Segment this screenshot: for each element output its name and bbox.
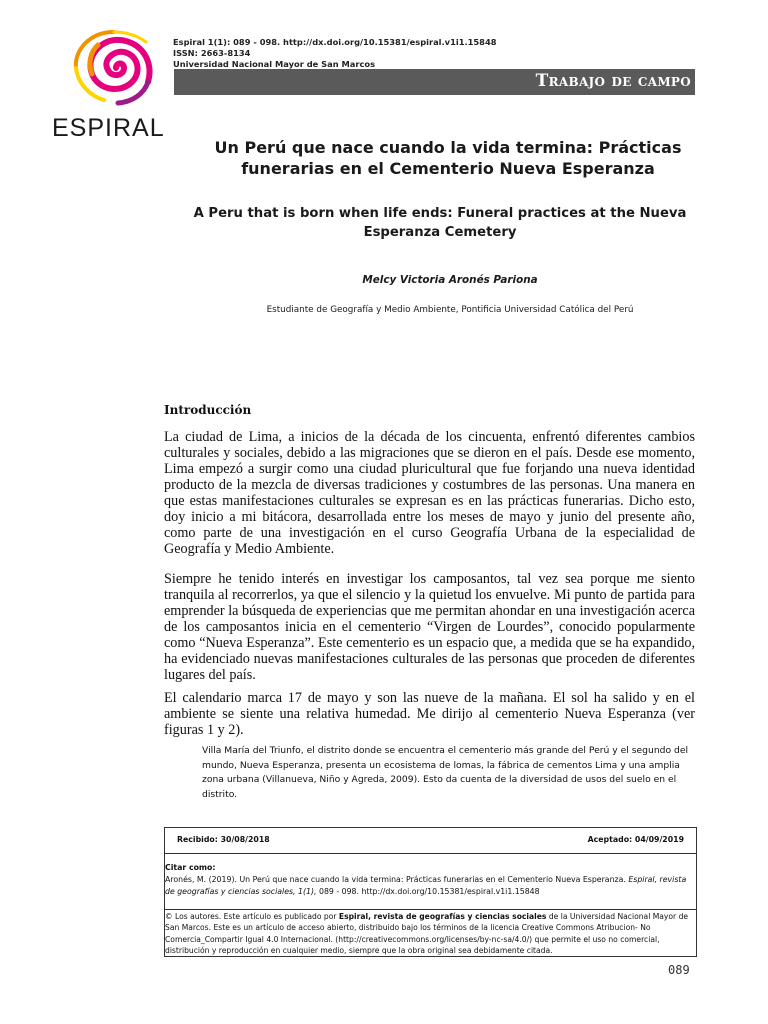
accepted-date: Aceptado: 04/09/2019 bbox=[587, 835, 684, 844]
license-notice bbox=[165, 909, 696, 956]
paragraph-1: La ciudad de Lima, a inicios de la década de los cincuenta, enfrentó diferentes cambios culturales y sociales, debido a las migraciones que se dieron en el país. Desde ese momento, Lima empezó a surgir como una ciudad pluricultural que fue forjando una nueva identidad producto de la mezcla de diversas tradiciones y costumbres de las personas. Una manera en que estas manifestaciones culturales se expresan es en las prácticas funerarias. Dicho esto, doy inicio a mi bitácora, desarrollada entre los meses de mayo y junio del presente año, como parte de una investigación en el curso Geografía Urbana de la especialidad de Geografía y Medio Ambiente. bbox=[164, 429, 695, 557]
institution: Universidad Nacional Mayor de San Marcos bbox=[173, 59, 376, 69]
title-english: A Peru that is born when life ends: Funeral practices at the Nueva Esperanza Cemetery bbox=[193, 206, 687, 240]
license-part-2: de la Universidad Nacional Mayor de San Marcos. Este es un artículo de acceso abierto, distribuido bajo los términos de la licencia Creative Commons Atribucion- No Comercia_Compartir Igual 4.0 Internacional. (http://creativecommons.org/licenses/by-nc-sa/4.0/) que permite el uso no comercial, distribución y reproducción en cualquier medio, siempre que la obra original sea debidamente citada. bbox=[165, 912, 689, 955]
citation-line: Espiral 1(1): 089 - 098. http://dx.doi.org/10.15381/espiral.v1i1.15848 bbox=[173, 37, 497, 47]
logo-wordmark: ESPIRAL bbox=[52, 114, 165, 142]
page-number: 089 bbox=[668, 963, 690, 977]
license-journal-name: Espiral, revista de geografías y ciencias sociales bbox=[338, 912, 547, 921]
header-meta bbox=[173, 37, 497, 70]
section-banner bbox=[174, 69, 695, 95]
section-label: Trabajo de campo bbox=[535, 71, 691, 91]
author-name: Melcy Victoria Aronés Pariona bbox=[362, 274, 538, 286]
citation-part-2: 089 - 098. http://dx.doi.org/10.15381/espiral.v1i1.15848 bbox=[316, 886, 540, 896]
received-date: Recibido: 30/08/2018 bbox=[177, 835, 270, 844]
title-spanish: Un Perú que nace cuando la vida termina: Prácticas funerarias en el Cementerio Nueva Esperanza bbox=[214, 138, 682, 178]
issn: ISSN: 2663-8134 bbox=[173, 48, 251, 58]
license-part-1: © Los autores. Este artículo es publicado por bbox=[165, 912, 339, 921]
citation-text bbox=[165, 874, 694, 897]
section-heading: Introducción bbox=[164, 403, 252, 417]
block-quote: Villa María del Triunfo, el distrito donde se encuentra el cementerio más grande del Perú y el segundo del mundo, Nueva Esperanza, presenta un ecosistema de lomas, la fábrica de cementos Lima y una amplia zona urbana (Villanueva, Niño y Agreda, 2009). Esto da cuenta de la diversidad de usos del suelo en el distrito. bbox=[202, 745, 689, 800]
spiral-logo-icon bbox=[58, 28, 168, 108]
author-affiliation: Estudiante de Geografía y Medio Ambiente, Pontificia Universidad Católica del Perú bbox=[266, 305, 634, 315]
dates-row bbox=[165, 828, 696, 854]
journal-logo bbox=[52, 28, 172, 142]
citation-part-1: Aronés, M. (2019). Un Perú que nace cuando la vida termina: Prácticas funerarias en el Cementerio Nueva Esperanza. bbox=[165, 875, 629, 884]
cite-label: Citar como: bbox=[165, 863, 216, 872]
paragraph-2: Siempre he tenido interés en investigar los camposantos, tal vez sea porque me siento tranquila al recorrerlos, ya que el silencio y la quietud los envuelve. Mi punto de partida para emprender la búsqueda de experiencias que me permitan ahondar en una investigación acerca de los camposantos inicia en el cementerio “Virgen de Lourdes”, conocido popularmente como “Nueva Esperanza”. Este cementerio es un espacio que, a medida que se ha expandido, ha evidenciado nuevas manifestaciones culturales de las personas que proceden de diferentes lugares del país. bbox=[164, 571, 695, 683]
article-info-box bbox=[164, 827, 697, 957]
citation-journal: Espiral, revista de geografías y ciencias sociales, 1(1), bbox=[165, 875, 687, 896]
paragraph-3: El calendario marca 17 de mayo y son las nueve de la mañana. El sol ha salido y en el ambiente se siente una relativa humedad. Me dirijo al cementerio Nueva Esperanza (ver figuras 1 y 2). bbox=[164, 690, 695, 738]
